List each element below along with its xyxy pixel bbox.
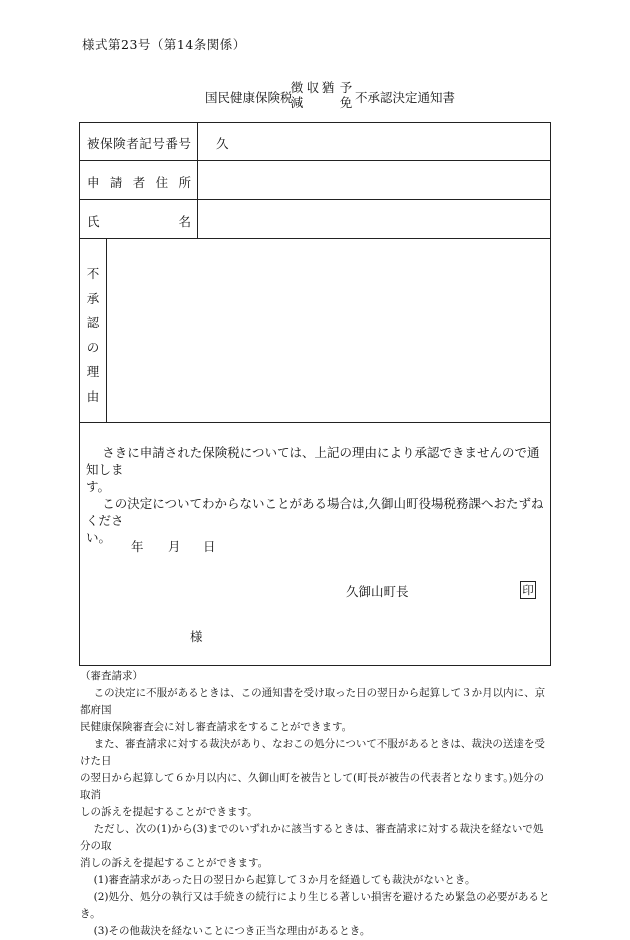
title-stack-1 — [289, 80, 305, 110]
notice-line: この決定についてわからないことがある場合は,久御山町役場税務課へおたずねくださ — [86, 496, 544, 528]
notes-item: (3)その他裁決を経ないことにつき正当な理由があるとき。 — [93, 925, 371, 937]
notes-line: 消しの訴えを提起することができます。 — [80, 857, 269, 869]
title-char: 減 — [290, 95, 304, 110]
notice-line: い。 — [86, 530, 112, 545]
label-char: 被 — [87, 136, 100, 151]
label-char: 者 — [132, 175, 146, 190]
divider — [79, 160, 551, 161]
issuer-name: 久御山町長 — [346, 584, 409, 599]
label-char: 由 — [86, 388, 100, 404]
label-char: 請 — [109, 175, 123, 190]
label-char: 理 — [86, 364, 100, 379]
label-char: 名 — [178, 214, 191, 229]
applicant-address-label — [87, 173, 191, 191]
label-char: 承 — [86, 290, 100, 306]
notes-item: (2)処分、処分の執行又は手続きの続行により生じる著しい損害を避けるため緊急の必要があるとき。 — [80, 891, 550, 920]
notice-line: さきに申請された保険税については、上記の理由により承認できませんので通知しま — [86, 445, 540, 477]
label-char: 不 — [86, 266, 100, 281]
reason-label — [80, 262, 106, 409]
notice-body — [86, 444, 548, 546]
name-label — [87, 212, 191, 230]
form-table — [79, 122, 551, 666]
label-char: 認 — [86, 315, 100, 330]
title-stack-3 — [320, 80, 336, 95]
divider — [79, 199, 551, 200]
label-char: の — [86, 339, 100, 355]
title-suffix: 不承認決定通知書 — [355, 90, 456, 105]
insured-number-label — [87, 134, 191, 152]
date-day: 日 — [203, 539, 216, 554]
divider — [197, 122, 198, 238]
date-year: 年 — [131, 539, 144, 554]
notice-line: す。 — [86, 479, 111, 494]
label-char: 号 — [152, 136, 165, 151]
divider — [106, 238, 107, 422]
notes-line: また、審査請求に対する裁決があり、なおこの処分について不服があるときは、裁決の送達を受けた日 — [80, 738, 545, 767]
notes-line: ただし、次の(1)から(3)までのいずれかに該当するときは、審査請求に対する裁決を経ないで処分の取 — [80, 823, 544, 852]
label-char: 険 — [113, 136, 126, 151]
title-stack-4 — [338, 80, 354, 110]
divider — [79, 422, 551, 423]
title-prefix: 国民健康保険税 — [205, 90, 293, 105]
notes-item: (1)審査請求があった日の翌日から起算して３か月を経過しても裁決がないとき。 — [93, 874, 476, 886]
label-char: 住 — [155, 175, 169, 190]
label-char: 号 — [178, 136, 191, 151]
label-char: 者 — [126, 136, 139, 151]
title-char: 予 — [339, 80, 353, 95]
label-char: 番 — [165, 136, 178, 151]
notes-line: の翌日から起算して６か月以内に、久御山町を被告として(町長が被告の代表者となります。)処分の取消 — [80, 772, 545, 801]
insured-number-value[interactable]: 久 — [216, 136, 229, 151]
notes-heading: （審査請求） — [80, 670, 143, 682]
label-char: 申 — [87, 175, 100, 190]
title-char: 収 — [306, 80, 320, 95]
form-number: 様式第23号（第14条関係） — [82, 37, 246, 52]
appeal-notes — [80, 668, 552, 940]
label-char: 保 — [100, 136, 113, 151]
label-char: 所 — [178, 175, 191, 190]
notes-line: この決定に不服があるときは、この通知書を受け取った日の翌日から起算して３か月以内に、京都府国 — [80, 687, 546, 716]
date-month: 月 — [168, 539, 181, 554]
title-char: 徴 — [290, 80, 304, 95]
title-char: 免 — [339, 95, 353, 110]
title-stack-2 — [305, 80, 321, 95]
title-char: 猶 — [321, 80, 335, 95]
divider — [79, 238, 551, 239]
label-char: 氏 — [87, 214, 100, 229]
notes-line: しの訴えを提起することができます。 — [80, 806, 258, 818]
recipient-honorific: 様 — [190, 629, 203, 644]
label-char: 記 — [139, 136, 152, 151]
notes-line: 民健康保険審査会に対し審査請求をすることができます。 — [80, 721, 353, 733]
seal-mark: 印 — [520, 581, 536, 599]
